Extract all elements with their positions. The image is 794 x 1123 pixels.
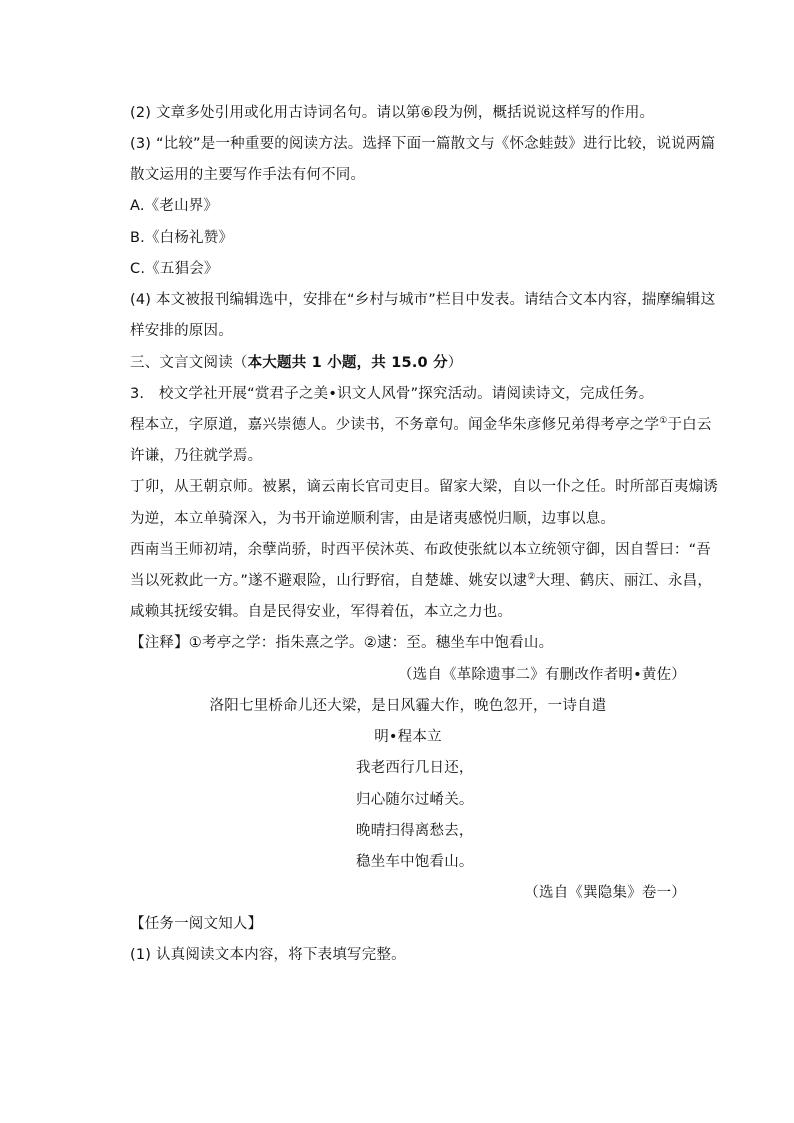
passage-p1-text-tail: 于白云 — [667, 417, 712, 433]
passage-p1-line-2: 许谦，乃往就学焉。 — [130, 448, 263, 464]
poem-line-2: 归心随尔过崤关。 — [356, 792, 474, 808]
section-3-heading — [130, 353, 700, 373]
poem-title: 洛阳七里桥命儿还大梁，是日风霾大作，晚色忽开，一诗自遣 — [209, 698, 607, 714]
option-a: A.《老山界》 — [130, 198, 219, 214]
passage-p3-line-1: 西南当王师初靖，余孽尚骄，时西平侯沐英、布政使张紞以本立统领守御，因自誓曰：“吾 — [130, 542, 712, 558]
poem-author: 明•程本立 — [374, 729, 442, 745]
section-3-head-close: ） — [447, 355, 463, 371]
annotation-note: 【注释】①考亭之学：指朱熹之学。②逮：至。穗坐车中饱看山。 — [130, 635, 554, 651]
passage-p3-line-3: 咸赖其抚绥安辑。自是民得安业，军得着伍，本立之力也。 — [130, 604, 513, 620]
poem-line-3: 晚晴扫得离愁去， — [356, 823, 474, 839]
question-3-intro: 3. 校文学社开展“赏君子之美•识文人风骨”探究活动。请阅读诗文，完成任务。 — [130, 386, 654, 402]
section-3-head-text: 三、文言文阅读（ — [130, 355, 248, 371]
question-3-line-2: 散文运用的主要写作手法有何不同。 — [130, 167, 366, 183]
source-citation-2: （选自《巽隐集》卷一） — [524, 885, 686, 901]
section-3-score-info: 本大题共 1 小题，共 15.0 分 — [247, 355, 448, 371]
passage-p1-line-1 — [130, 415, 712, 435]
question-4-line-1: (4) 本文被报刊编辑选中，安排在“乡村与城市”栏目中发表。请结合文本内容，揣摩编辑这 — [130, 292, 716, 308]
task-1-question-1: (1) 认真阅读文本内容，将下表填写完整。 — [130, 947, 406, 963]
option-b: B.《白杨礼赞》 — [130, 230, 234, 246]
footnote-mark-1: ① — [659, 416, 668, 426]
task-1-heading: 【任务一阅文知人】 — [130, 916, 263, 932]
poem-line-1: 我老西行几日还， — [356, 760, 474, 776]
option-c: C.《五猖会》 — [130, 261, 219, 277]
passage-p3-text-tail: 大理、鹤庆、丽江、永昌， — [535, 573, 713, 589]
passage-p2-line-2: 为逆，本立单骑深入，为书开谕逆顺利害，由是诸夷感悦归顺，边事以息。 — [130, 511, 616, 527]
poem-line-4: 稳坐车中饱看山。 — [356, 854, 474, 870]
passage-p1-text: 程本立，字原道，嘉兴崇德人。少读书，不务章句。闻金华朱彦修兄弟得考亭之学 — [130, 417, 660, 433]
passage-p3-line-2 — [130, 571, 713, 591]
question-3-line-1: (3) “比较”是一种重要的阅读方法。选择下面一篇散文与《怀念蛙鼓》进行比较，说说两篇 — [130, 136, 716, 152]
passage-p3-text: 当以死救此一方。”遂不避艰险，山行野宿，自楚雄、姚安以逮 — [130, 573, 528, 589]
footnote-mark-2: ② — [527, 572, 536, 582]
question-4-line-2: 样安排的原因。 — [130, 323, 233, 339]
passage-p2-line-1: 丁卯，从王朝京师。被累，谪云南长官司吏目。留家大梁，自以一仆之任。时所部百夷煽诱 — [130, 479, 718, 495]
question-2: (2) 文章多处引用或化用古诗词名句。请以第⑥段为例，概括说说这样写的作用。 — [130, 105, 655, 121]
source-citation-1: （选自《革除遗事二》有删改作者明•黄佐） — [397, 667, 686, 683]
